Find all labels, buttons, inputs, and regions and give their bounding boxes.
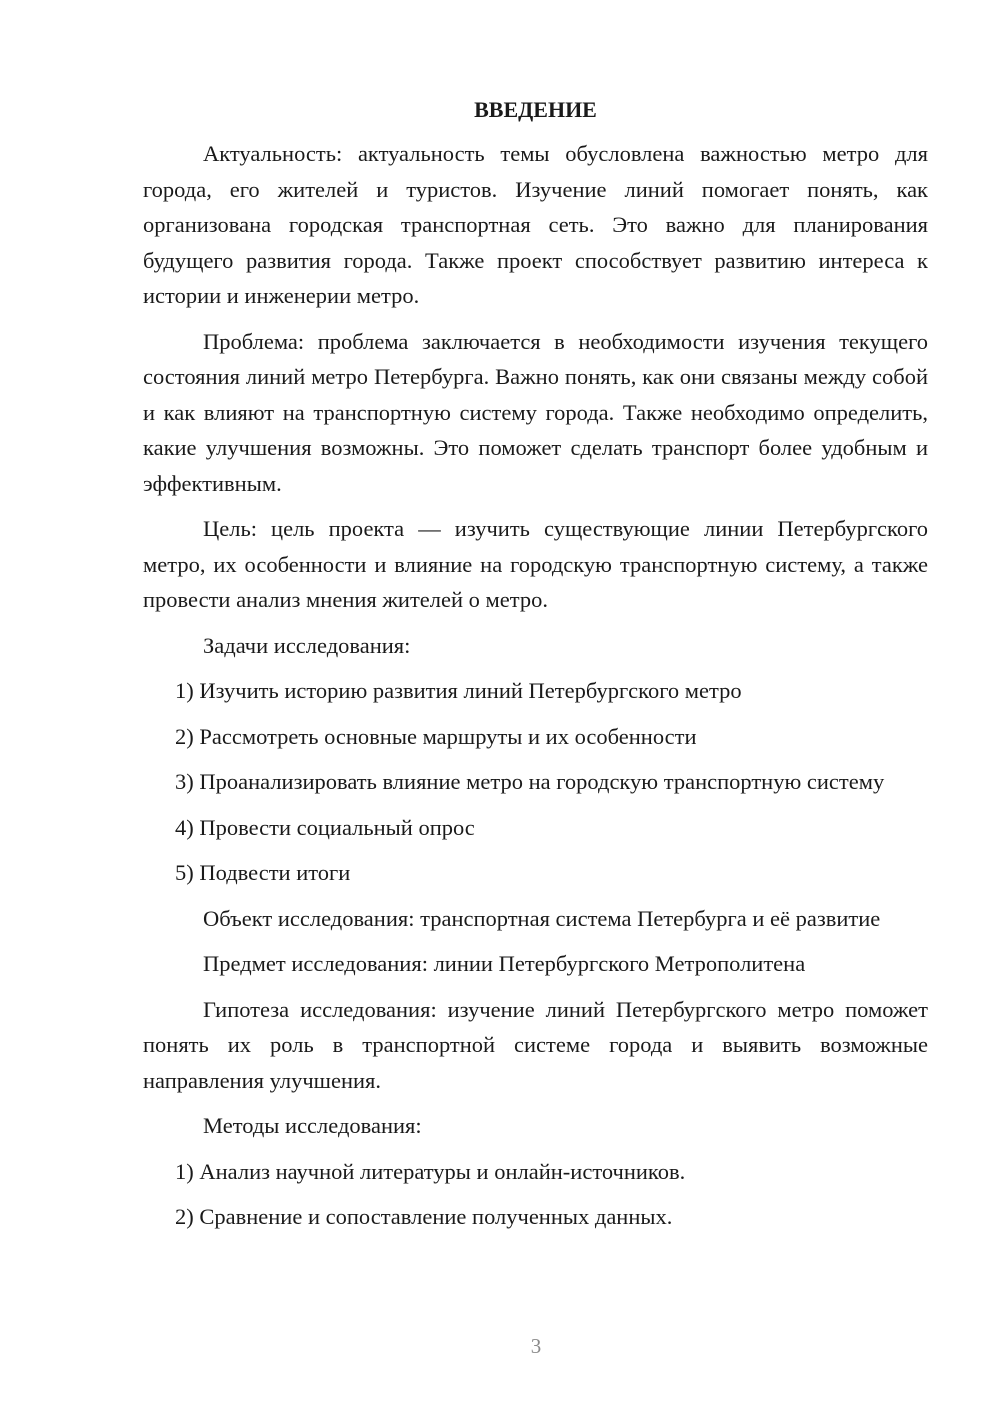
task-item-3: 3) Проанализировать влияние метро на городскую транспортную систему <box>175 769 885 794</box>
task-item-5: 5) Подвести итоги <box>175 860 351 885</box>
section-title: ВВЕДЕНИЕ <box>474 97 597 122</box>
goal-paragraph: Цель: цель проекта — изучить существующие линии Петербургского метро, их особенности и влияние на городскую транспортную систему, а также провести анализ мнения жителей о метро. <box>143 516 928 612</box>
task-item-2: 2) Рассмотреть основные маршруты и их особенности <box>175 723 697 749</box>
relevance-paragraph: Актуальность: актуальность темы обусловлена важностью метро для города, его жителей и туристов. Изучение линий помогает понять, как организована городская транспортная сеть. Это важно для планирования будущего развития города. Также проект способствует развитию интереса к истории и инженерии метро. <box>143 141 928 308</box>
method-item-2: 2) Сравнение и сопоставление полученных данных. <box>175 1204 673 1229</box>
object-paragraph: Объект исследования: транспортная система Петербурга и её развитие <box>203 905 881 931</box>
tasks-heading: Задачи исследования: <box>203 632 411 658</box>
hypothesis-paragraph: Гипотеза исследования: изучение линий Петербургского метро поможет понять их роль в транспортной системе города и выявить возможные направления улучшения. <box>143 996 928 1093</box>
task-item-4: 4) Провести социальный опрос <box>175 814 475 840</box>
subject-paragraph: Предмет исследования: линии Петербургского Метрополитена <box>203 951 806 976</box>
problem-paragraph: Проблема: проблема заключается в необходимости изучения текущего состояния линий метро Петербурга. Важно понять, как они связаны между собой и как влияют на транспортную систему города. Также необходимо определить, какие улучшения возможны. Это поможет сделать транспорт более удобным и эффективным. <box>143 328 928 496</box>
page-number: 3 <box>530 1334 542 1358</box>
task-item-1: 1) Изучить историю развития линий Петербургского метро <box>175 678 742 703</box>
methods-heading: Методы исследования: <box>203 1113 422 1138</box>
method-item-1: 1) Анализ научной литературы и онлайн-источников. <box>175 1158 686 1184</box>
page-content <box>143 94 928 1245</box>
